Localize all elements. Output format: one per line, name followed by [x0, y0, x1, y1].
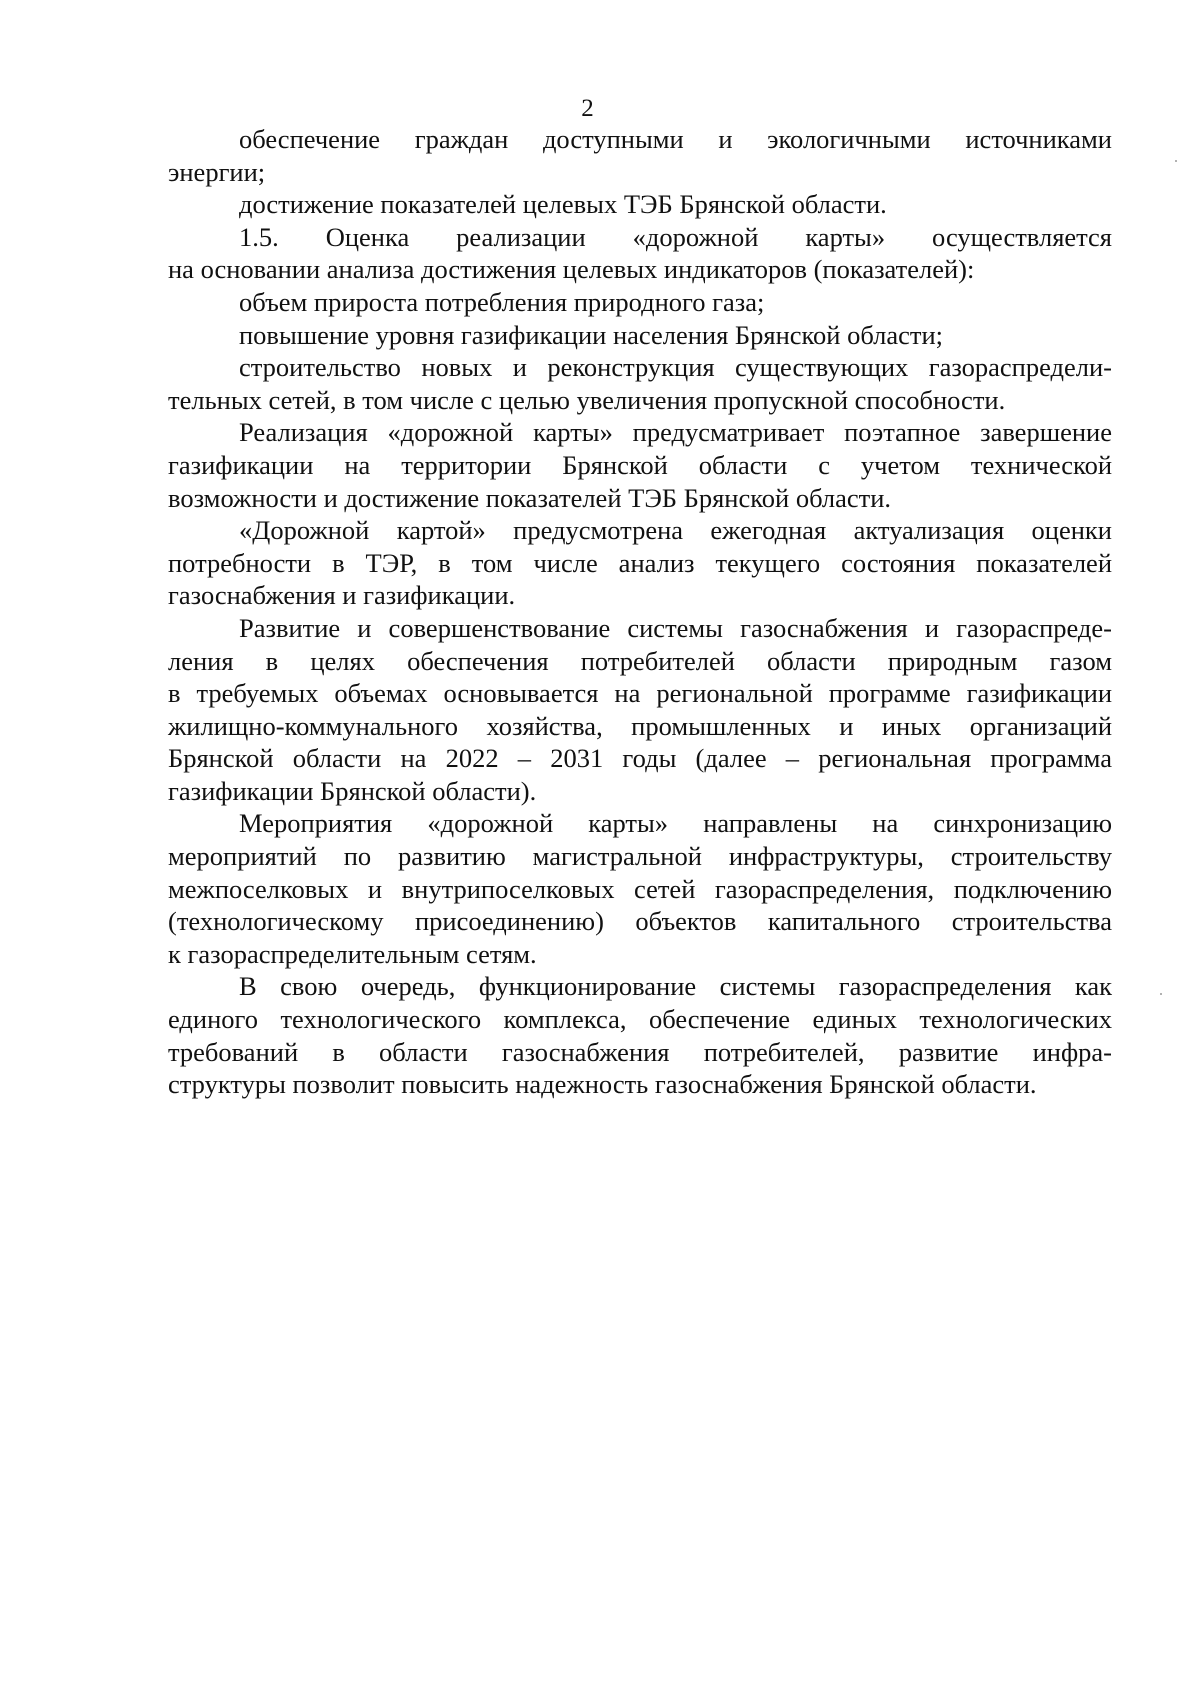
text-line: тельных сетей, в том числе с целью увеличения пропускной способности.	[168, 384, 1006, 415]
text-line: требований в области газоснабжения потребителей, развитие инфра-	[168, 1036, 1112, 1067]
text-line: строительство новых и реконструкция существующих газораспредели-	[239, 352, 1112, 383]
paragraph-teb-targets	[168, 188, 1112, 221]
page-number: 2	[581, 95, 594, 122]
text-line: энергии;	[168, 156, 266, 187]
text-line: мероприятий по развитию магистральной инфраструктуры, строительству	[168, 841, 1112, 872]
text-line: (технологическому присоединению) объектов капитального строительства	[168, 906, 1112, 937]
text-line: Развитие и совершенствование системы газоснабжения и газораспреде-	[239, 612, 1112, 643]
text-line: В свою очередь, функционирование системы газораспределения как	[239, 971, 1112, 1002]
text-line: к газораспределительным сетям.	[168, 938, 537, 969]
text-line: структуры позволит повысить надежность газоснабжения Брянской области.	[168, 1069, 1037, 1100]
paragraph-indicator-gasification-level	[168, 319, 1112, 352]
paragraph-citizen-energy-access	[168, 123, 1112, 188]
text-line: объем прироста потребления природного газа;	[239, 286, 765, 317]
text-line: потребности в ТЭР, в том числе анализ текущего состояния показателей	[168, 547, 1112, 578]
text-line: «Дорожной картой» предусмотрена ежегодная актуализация оценки	[239, 515, 1112, 546]
text-line: Брянской области на 2022 – 2031 годы (далее – региональная программа	[168, 743, 1112, 774]
scan-speck	[1175, 160, 1177, 162]
text-line: ления в целях обеспечения потребителей области природным газом	[168, 645, 1112, 676]
text-line: газификации Брянской области).	[168, 775, 537, 806]
paragraph-reliability	[168, 970, 1112, 1100]
text-line: газификации на территории Брянской области с учетом технической	[168, 449, 1112, 480]
text-line: достижение показателей целевых ТЭБ Брянской области.	[239, 189, 887, 220]
text-line: 1.5. Оценка реализации «дорожной карты» осуществляется	[239, 221, 1112, 252]
text-line: газоснабжения и газификации.	[168, 580, 516, 611]
text-line: Реализация «дорожной карты» предусматривает поэтапное завершение	[239, 417, 1112, 448]
text-line: на основании анализа достижения целевых индикаторов (показателей):	[168, 254, 975, 285]
text-line: возможности и достижение показателей ТЭБ Брянской области.	[168, 482, 892, 513]
text-line: обеспечение граждан доступными и экологичными источниками	[239, 124, 1112, 154]
text-line: жилищно-коммунального хозяйства, промышленных и иных организаций	[168, 710, 1112, 741]
paragraph-indicator-network-construction	[168, 351, 1112, 416]
text-line: межпоселковых и внутрипоселковых сетей газораспределения, подключению	[168, 873, 1112, 904]
text-line: в требуемых объемах основывается на региональной программе газификации	[168, 678, 1112, 709]
paragraph-roadmap-measures	[168, 807, 1112, 970]
text-line: Мероприятия «дорожной карты» направлены на синхронизацию	[239, 808, 1112, 839]
paragraph-section-1-5	[168, 221, 1112, 286]
scan-speck	[1160, 993, 1162, 995]
text-line: единого технологического комплекса, обеспечение единых технологических	[168, 1004, 1112, 1035]
paragraph-indicator-gas-consumption	[168, 286, 1112, 319]
paragraph-annual-update	[168, 514, 1112, 612]
paragraph-roadmap-implementation	[168, 416, 1112, 514]
text-line: повышение уровня газификации населения Брянской области;	[239, 319, 944, 350]
paragraph-system-development	[168, 612, 1112, 808]
document-body	[168, 123, 1112, 1101]
